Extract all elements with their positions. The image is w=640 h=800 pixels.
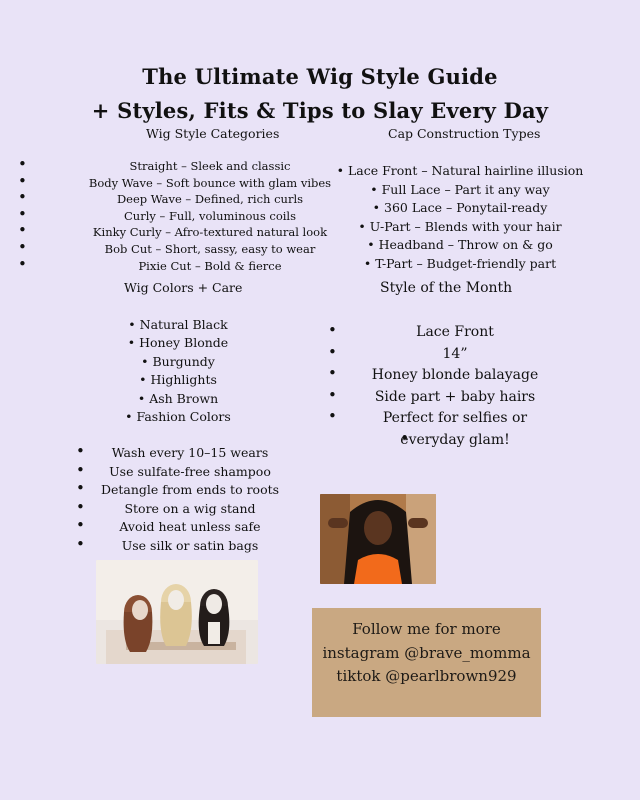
categories-heading: Wig Style Categories [146, 126, 280, 141]
list-item: • 360 Lace – Ponytail-ready [372, 200, 548, 216]
list-item: • Body Wave – Soft bounce with glam vibes [80, 175, 340, 192]
list-item: • Wash every 10–15 wears [100, 444, 280, 463]
follow-line: Follow me for more [352, 620, 501, 638]
month-list [370, 322, 540, 452]
list-item: • Straight – Sleek and classic [80, 158, 340, 175]
list-item: • Use silk or satin bags [100, 537, 280, 556]
list-item: • Headband – Throw on & go [367, 237, 553, 253]
list-item: • U-Part – Blends with your hair [358, 218, 562, 234]
page-subtitle: + Styles, Fits & Tips to Slay Every Day [91, 98, 549, 123]
list-item: • Avoid heat unless safe [100, 518, 280, 537]
list-item: • Pixie Cut – Bold & fierce [80, 258, 340, 275]
list-item: • Perfect for selfies or [370, 408, 540, 430]
tiktok-handle[interactable]: tiktok @pearlbrown929 [336, 667, 517, 685]
follow-box [312, 608, 541, 717]
list-item: • Honey Blonde [127, 335, 229, 351]
instagram-handle[interactable]: instagram @brave_momma [322, 643, 531, 662]
list-item: • Honey blonde balayage [370, 365, 540, 387]
model-photo [320, 494, 436, 584]
list-item: • Full Lace – Part it any way [370, 181, 550, 197]
list-item: • Highlights [139, 372, 217, 388]
list-item: • 14” [370, 344, 540, 366]
list-item: • Bob Cut – Short, sassy, easy to wear [80, 241, 340, 258]
month-heading: Style of the Month [380, 280, 513, 296]
colors-heading: Wig Colors + Care [124, 280, 243, 295]
list-item: • Fashion Colors [125, 409, 231, 425]
list-item: • Curly – Full, voluminous coils [80, 208, 340, 225]
list-item: • Detangle from ends to roots [100, 481, 280, 500]
list-item: • Ash Brown [137, 390, 219, 406]
list-item: • Kinky Curly – Afro-textured natural look [80, 224, 340, 241]
care-list [100, 444, 280, 556]
list-item: • Lace Front – Natural hairline illusion [336, 163, 584, 178]
list-item: • Natural Black [128, 317, 228, 332]
colors-list [88, 316, 268, 426]
cap-heading: Cap Construction Types [388, 126, 541, 141]
list-item: • Burgundy [141, 353, 215, 369]
list-item: • everyday glam! [370, 430, 540, 452]
list-item: • Side part + baby hairs [370, 387, 540, 409]
list-item: • Lace Front [370, 322, 540, 344]
list-item: • Deep Wave – Defined, rich curls [80, 191, 340, 208]
list-item: • Store on a wig stand [100, 500, 280, 519]
list-item: • Use sulfate-free shampoo [100, 463, 280, 482]
page-title: The Ultimate Wig Style Guide [142, 64, 498, 89]
cap-list [335, 162, 585, 274]
list-item: • T-Part – Budget-friendly part [363, 255, 557, 271]
categories-list [80, 158, 340, 274]
wig-display-photo [96, 560, 258, 664]
